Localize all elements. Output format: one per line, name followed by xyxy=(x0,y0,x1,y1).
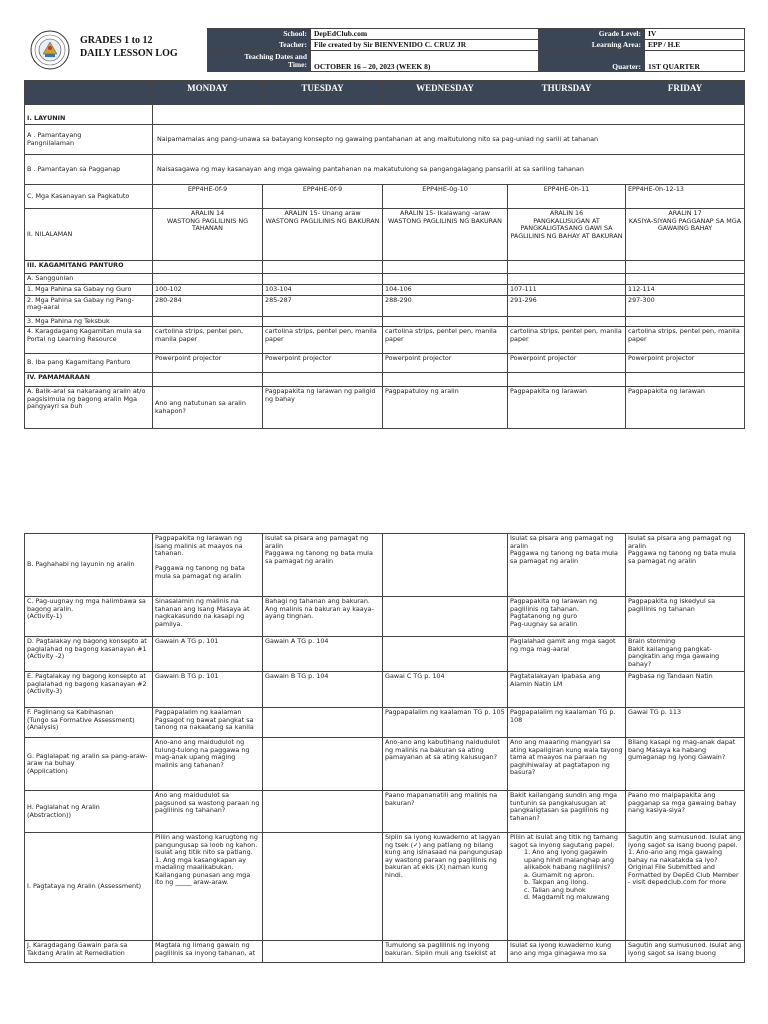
layunin-blank xyxy=(153,105,745,125)
f-label: F. Paglinang sa Kabihasnan (Tungo sa Formative Assessment) (Analysis) xyxy=(25,708,153,738)
dates-label xyxy=(208,51,311,72)
pamantayang-text: Naipamamalas ang pang-unawa sa batayang konsepto ng gawaing pantahanan at ang maitutulong nito sa pag-unlad ng sarili at tahanan xyxy=(153,125,745,155)
pamantayang-label: A . Pamantayang Pangnilalaman xyxy=(25,125,153,155)
d-mon: Gawain A TG p. 101 xyxy=(153,637,263,672)
lesson-table-bottom xyxy=(24,533,745,963)
info-table xyxy=(207,28,745,72)
f-fri: Gawai TG p. 113 xyxy=(626,708,745,738)
c-wed xyxy=(383,597,508,637)
kagamitan-label: III. KAGAMITANG PANTURO xyxy=(25,261,153,274)
iba-row xyxy=(25,354,745,373)
row-b xyxy=(25,534,745,597)
c-fri: Pagpapakita ng iskedyul sa paglilinis ng tahanan xyxy=(626,597,745,637)
balik-row xyxy=(25,387,745,429)
balik-thu: Pagpapakita ng larawan xyxy=(508,387,626,429)
row-f xyxy=(25,708,745,738)
mag-aaral-mon: 280-284 xyxy=(153,295,263,316)
mag-aaral-tue: 285-287 xyxy=(263,295,383,316)
quarter-value: 1ST QUARTER xyxy=(645,51,745,72)
layunin-row xyxy=(25,105,745,125)
e-thu: Pagtatalakayan Ipabasa ang Alamin Natin LM xyxy=(508,672,626,708)
iba-thu: Powerpoint projector xyxy=(508,354,626,373)
i-thu-option-c: c. Talian ang buhok xyxy=(524,885,586,894)
h-fri: Paano mo maipapakita ang pagganap sa mga gawaing bahay nang kasiya-siya? xyxy=(626,791,745,833)
i-thu-option-b: b. Takpan ang ilong. xyxy=(524,878,589,887)
mag-aaral-thu: 291-296 xyxy=(508,295,626,316)
balik-mon: Ano ang natutunan sa aralin kahapon? xyxy=(153,387,263,429)
e-mon: Gawain B TG p. 101 xyxy=(153,672,263,708)
kasanayan-fri: EPP4HE-0h-12-13 xyxy=(626,185,745,209)
d-fri: Brain storming Bakit kailangang pangkat-pangkatin ang mga gawaing bahay? xyxy=(626,637,745,672)
grade-level-value: IV xyxy=(645,29,745,40)
mag-aaral-label: 2. Mga Pahina sa Gabay ng Pang-mag-aaral xyxy=(25,295,153,316)
nilalaman-mon: ARALIN 14 WASTONG PAGLILINIS NG TAHANAN xyxy=(153,209,263,261)
pagganap-label: B . Pamantayan sa Pagganap xyxy=(25,155,153,185)
iba-mon: Powerpoint projector xyxy=(153,354,263,373)
nilalaman-row xyxy=(25,209,745,261)
balik-label: A. Balik-aral sa nakaraang aralin at/o pagsisimula ng bagong aralin Mga pangyayri sa buh xyxy=(25,387,153,429)
lesson-table-top xyxy=(24,80,745,429)
kasanayan-mon: EPP4HE-0f-9 xyxy=(153,185,263,209)
e-fri: Pagbasa ng Tandaan Natin xyxy=(626,672,745,708)
kagamitan-row xyxy=(25,261,745,274)
j-thu: Isulat sa iyong kuwaderno kung ano ang mga ginagawa mo sa xyxy=(508,941,626,963)
grades-label: GRADES 1 to 12 xyxy=(80,35,153,46)
nilalaman-fri: ARALIN 17 KASIYA-SIYANG PAGGANAP SA MGA GAWAING BAHAY xyxy=(626,209,745,261)
iba-tue: Powerpoint projector xyxy=(263,354,383,373)
b-thu: Isulat sa pisara ang pamagat ng aralin Paggawa ng tanong ng bata mula sa pamagat ng aralin xyxy=(508,534,626,597)
guro-label: 1. Mga Pahina sa Gabay ng Guro xyxy=(25,284,153,295)
h-thu: Bakit kailangang sundin ang mga tuntunin sa pangkalusugan at pangkaligtasan sa paglilinis ng tahanan? xyxy=(508,791,626,833)
day-friday: FRIDAY xyxy=(626,81,745,105)
j-tue xyxy=(263,941,383,963)
kasanayan-row xyxy=(25,185,745,209)
lr-wed: cartolina strips, pentel pen, manila paper xyxy=(383,327,508,354)
kasanayan-wed: EPP4HE-0g-10 xyxy=(383,185,508,209)
nilalaman-thu: ARALIN 16 PANGKALUSUGAN AT PANGKALIGTASANG GAWI SA PAGLILINIS NG BAHAY AT BAKURAN xyxy=(508,209,626,261)
row-g xyxy=(25,738,745,791)
row-d xyxy=(25,637,745,672)
h-mon: Ano ang maidudulot sa pagsunod sa wastong paraan ng paglilinis ng tahanan? xyxy=(153,791,263,833)
h-wed: Paano mapananatili ang malinis na bakuran? xyxy=(383,791,508,833)
kasanayan-tue: EPP4HE-0f-9 xyxy=(263,185,383,209)
learning-area-label: Learning Area: xyxy=(539,40,645,51)
iba-fri: Powerpoint projector xyxy=(626,354,745,373)
guro-wed: 104-106 xyxy=(383,284,508,295)
j-fri: Sagutin ang sumusunod. Isulat ang iyong sagot sa isang buong xyxy=(626,941,745,963)
guro-row xyxy=(25,284,745,295)
mag-aaral-wed: 288-290 xyxy=(383,295,508,316)
j-mon: Magtala ng limang gawain ng paglilinis sa inyong tahanan, at xyxy=(153,941,263,963)
sanggunian-row xyxy=(25,274,745,285)
dll-label: DAILY LESSON LOG xyxy=(80,48,178,59)
i-mon: Piliin ang wastong karugtong ng pangungusap sa loob ng kahon. Isulat ang titik nito sa patlang. 1. Ang mga kasangkapan ay madaling maalikabukan. Kailangang punasan ang mga ito ng _____ araw-araw. xyxy=(153,833,263,941)
i-thu xyxy=(508,833,626,941)
mag-aaral-row xyxy=(25,295,745,316)
c-label: C. Pag-uugnay ng mga halimbawa sa bagong aralin. (Activity-1) xyxy=(25,597,153,637)
school-label: School: xyxy=(208,29,311,40)
pagganap-row xyxy=(25,155,745,185)
row-j xyxy=(25,941,745,963)
lr-thu: cartolina strips, pentel pen, manila paper xyxy=(508,327,626,354)
nilalaman-tue: ARALIN 15- Unang araw WASTONG PAGLILINIS NG BAKURAN xyxy=(263,209,383,261)
quarter-label: Quarter: xyxy=(539,51,645,72)
d-wed xyxy=(383,637,508,672)
g-fri: Bilang kasapi ng mag-anak dapat bang Masaya ka habang gumaganap ng iyong Gawain? xyxy=(626,738,745,791)
kasanayan-label: C. Mga Kasanayan sa Pagkatuto xyxy=(25,185,153,209)
nilalaman-wed: ARALIN 15- Ikalawang -araw WASTONG PAGLILINIS NG BAKURAN xyxy=(383,209,508,261)
pagganap-text: Naisasagawa ng may kasanayan ang mga gawaing pantahanan na makatutulong sa pangangalagang pansarili at sa sariling tahanan xyxy=(153,155,745,185)
f-mon: Pagpapalalim ng kaalaman Pagsagot ng bawat pangkat sa tanong na nakaatang sa kanila xyxy=(153,708,263,738)
iba-wed: Powerpoint projector xyxy=(383,354,508,373)
f-wed: Pagpapalalim ng kaalaman TG p. 105 xyxy=(383,708,508,738)
e-label: E. Pagtalakay ng bagong konsepto at paglalahad ng bagong kasanayan #2 (Activity-3) xyxy=(25,672,153,708)
f-thu: Pagpapalalim ng kaalaman TG p. 108 xyxy=(508,708,626,738)
f-tue xyxy=(263,708,383,738)
document-title xyxy=(80,34,178,60)
mag-aaral-fri: 297-300 xyxy=(626,295,745,316)
guro-tue: 103-104 xyxy=(263,284,383,295)
c-tue: Bahagi ng tahanan ang bakuran. Ang malinis na bakuran ay kaaya-ayang tingnan. xyxy=(263,597,383,637)
row-c xyxy=(25,597,745,637)
e-wed: Gawai C TG p. 104 xyxy=(383,672,508,708)
lr-tue: cartolina strips, pentel pen, manila paper xyxy=(263,327,383,354)
school-value: DepEdClub.com xyxy=(311,29,539,40)
i-thu-intro: Piliin at isulat ang titik ng tamang sagot sa inyong sagutang papel. xyxy=(510,833,618,849)
pamamaraan-label: IV. PAMAMARAAN xyxy=(25,373,153,387)
guro-fri: 112-114 xyxy=(626,284,745,295)
learning-area-value: EPP / H.E xyxy=(645,40,745,51)
c-mon: Sinasalamin ng malinis na tahanan ang isang Masaya at nagkakasundo na kasapi ng pamilya. xyxy=(153,597,263,637)
d-thu: Paglalahad gamit ang mga sagot ng mga mag-aaral xyxy=(508,637,626,672)
day-header-blank xyxy=(25,81,153,105)
row-e xyxy=(25,672,745,708)
dates-label-line2: Time: xyxy=(287,60,307,69)
day-tuesday: TUESDAY xyxy=(263,81,383,105)
g-label: G. Paglalapat ng aralin sa pang-araw-araw na buhay (Application) xyxy=(25,738,153,791)
c-thu: Pagpapakita ng larawan ng paglilinis ng tahanan. Pagtatanong ng guro Pag-uugnay sa aralin xyxy=(508,597,626,637)
nilalaman-label: II. NILALAMAN xyxy=(25,209,153,261)
balik-tue: Pagpapakita ng larawan ng paligid ng bahay xyxy=(263,387,383,429)
guro-thu: 107-111 xyxy=(508,284,626,295)
i-wed: Sipiin sa iyong kuwaderno at lagyan ng tsek (✓) ang patlang ng bilang kung ang isinasaad na pangungusap ay wastong paraan ng paglilinis ng bakuran at ekis (X) naman kung hindi. xyxy=(383,833,508,941)
dates-label-line1: Teaching Dates and xyxy=(244,51,307,61)
b-label: B. Paghahabi ng layunin ng aralin xyxy=(25,534,153,597)
guro-mon: 100-102 xyxy=(153,284,263,295)
iba-label: B. Iba pang Kagamitang Panturo xyxy=(25,354,153,373)
deped-seal-logo xyxy=(30,30,70,70)
grade-level-label: Grade Level: xyxy=(539,29,645,40)
i-label: I. Pagtataya ng Aralin (Assessment) xyxy=(25,833,153,941)
b-fri: Isulat sa pisara ang pamagat ng aralin Paggawa ng tanong ng bata mula sa pamagat ng aralin xyxy=(626,534,745,597)
g-thu: Ano ang maaaring mangyari sa ating kapaligiran kung wala tayong tama at maayos na paraan ng paghihiwalay at pagtatapon ng basura? xyxy=(508,738,626,791)
lr-row xyxy=(25,327,745,354)
pamamaraan-row xyxy=(25,373,745,387)
day-header-row xyxy=(25,81,745,105)
g-tue xyxy=(263,738,383,791)
balik-fri: Pagpapakita ng larawan xyxy=(626,387,745,429)
b-wed xyxy=(383,534,508,597)
e-tue: Gawain B TG p. 104 xyxy=(263,672,383,708)
h-label: H. Paglalahat ng Aralin (Abstraction)) xyxy=(25,791,153,833)
sanggunian-label: A. Sanggunian xyxy=(25,274,153,285)
i-fri: Sagutin ang sumusunod. Isulat ang iyong sagot sa isang buong papel. 1. Ano-ano ang mga gawaing bahay na nakatakda sa iyo? Original File Submitted and Formatted by DepEd Club Member - visit depedclub.com for more xyxy=(626,833,745,941)
j-wed: Tumulong sa paglilinis ng inyong bakuran. Sipiin muli ang tseklist at xyxy=(383,941,508,963)
teksbuk-label: 3. Mga Pahina ng Teksbuk xyxy=(25,316,153,327)
lr-fri: cartolina strips, pentel pen, manila paper xyxy=(626,327,745,354)
i-thu-option-d: d. Magdamit ng maluwang xyxy=(524,893,610,902)
g-mon: Ano-ano ang maidudulot ng tulung-tulong na paggawa ng mag-anak upang maging malinis ang tahanan? xyxy=(153,738,263,791)
kasanayan-thu: EPP4HE-0h-11 xyxy=(508,185,626,209)
teacher-label: Teacher: xyxy=(208,40,311,51)
day-wednesday: WEDNESDAY xyxy=(383,81,508,105)
d-label: D. Pagtalakay ng bagong konsepto at paglalahad ng bagong kasanayan #1 (Activity -2) xyxy=(25,637,153,672)
b-mon: Pagpapakita ng larawan ng isang malinis at maayos na tahanan. Paggawa ng tanong ng bata mula sa pamagat ng aralin xyxy=(153,534,263,597)
row-h xyxy=(25,791,745,833)
i-thu-question: 1. Ano ang iyong gagawin upang hindi malanghap ang alikabok habang naglilinis? xyxy=(524,848,614,872)
i-thu-option-a: a. Gumamit ng apron. xyxy=(524,870,595,879)
lr-mon: cartolina strips, pentel pen, manila paper xyxy=(153,327,263,354)
i-tue xyxy=(263,833,383,941)
g-wed: Ano-ano ang kabutihang naidudulot ng malinis na bakuran sa ating pamayanan at sa ating kalusugan? xyxy=(383,738,508,791)
layunin-label: I. LAYUNIN xyxy=(25,105,153,125)
day-monday: MONDAY xyxy=(153,81,263,105)
b-tue: Isulat sa pisara ang pamagat ng aralin Paggawa ng tanong ng bata mula sa pamagat ng aralin xyxy=(263,534,383,597)
lr-label: 4. Karagdagang Kagamitan mula sa Portal ng Learning Resource xyxy=(25,327,153,354)
pamantayang-row xyxy=(25,125,745,155)
j-label: J. Karagdagang Gawain para sa Takdang Aralin at Remediation xyxy=(25,941,153,963)
balik-wed: Pagpapatuloy ng aralin xyxy=(383,387,508,429)
day-thursday: THURSDAY xyxy=(508,81,626,105)
teacher-value: File created by Sir BIENVENIDO C. CRUZ JR xyxy=(311,40,539,51)
row-i xyxy=(25,833,745,941)
d-tue: Gawain A TG p. 104 xyxy=(263,637,383,672)
dates-value: OCTOBER 16 – 20, 2023 (WEEK 8) xyxy=(311,51,539,72)
h-tue xyxy=(263,791,383,833)
teksbuk-row xyxy=(25,316,745,327)
